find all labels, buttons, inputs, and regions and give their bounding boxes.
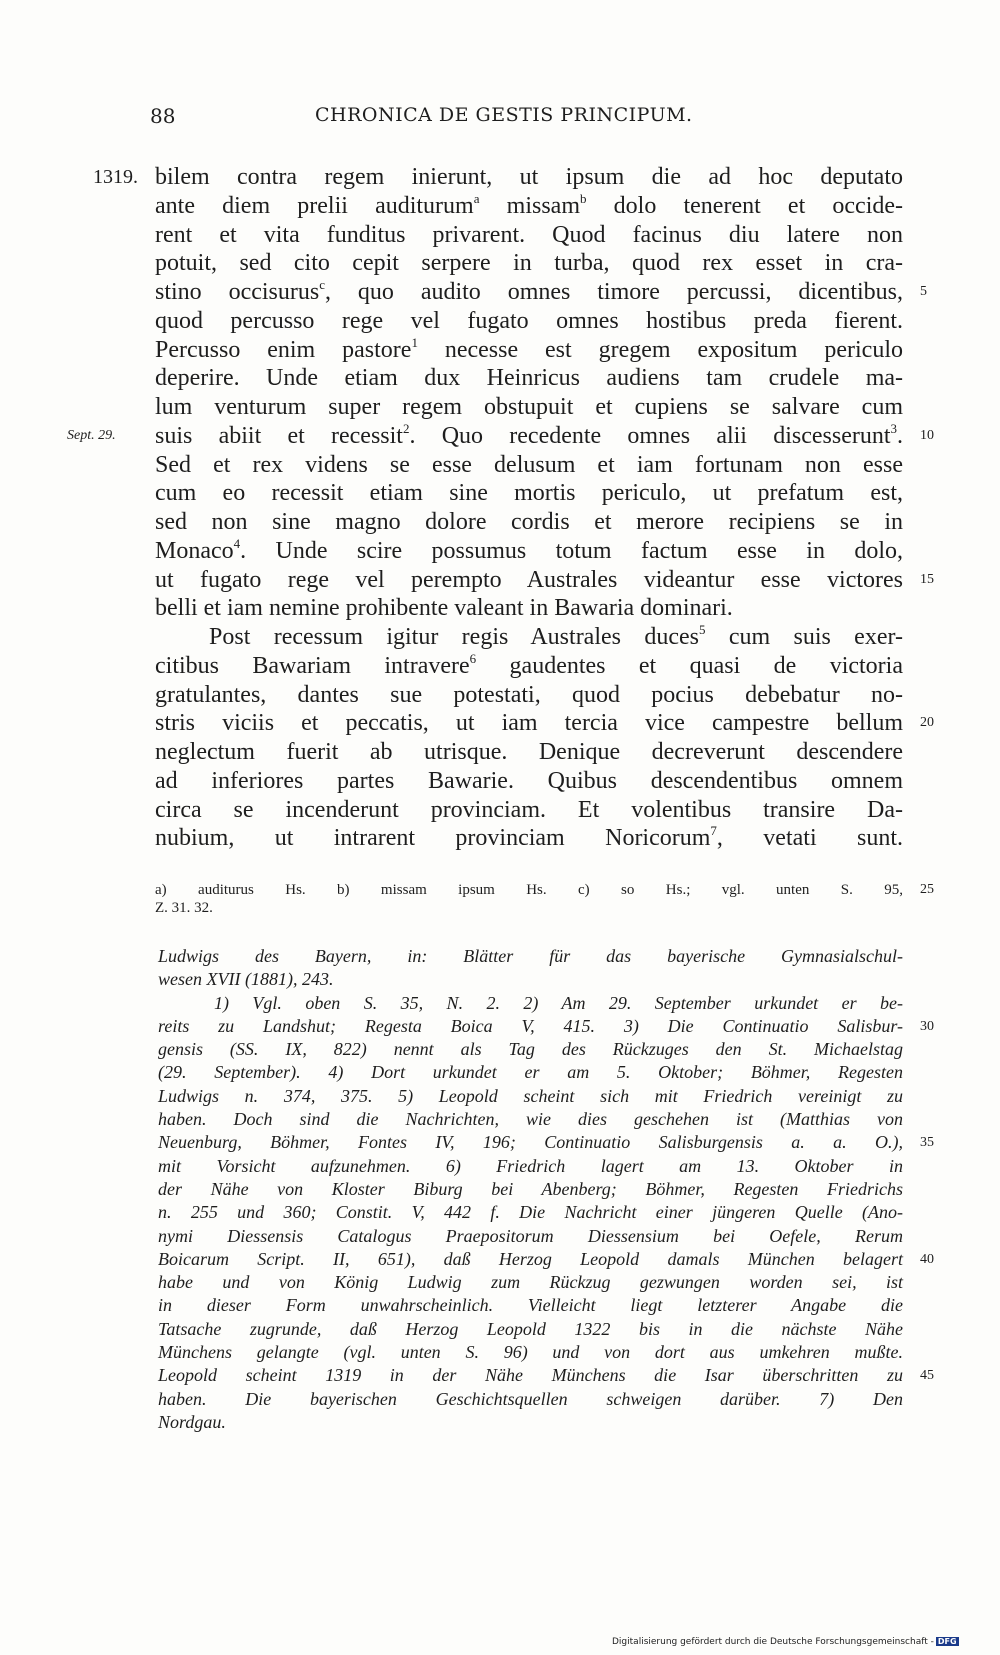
critical-apparatus: [155, 881, 934, 917]
page-header: [150, 104, 900, 138]
text-line: 1319. bilem contra regem inierunt, ut ipsum die ad hoc deputato: [93, 164, 903, 190]
footnote-line: n. 255 und 360; Constit. V, 442 f. Die Nachricht einer jüngeren Quelle (Ano-: [158, 1202, 903, 1223]
text-line: rent et vita funditus privarent. Quod facinus diu latere non: [155, 221, 903, 248]
footnotes: [158, 945, 934, 1434]
footnote-line: in dieser Form unwahrscheinlich. Vielleicht liegt letzterer Angabe die: [158, 1295, 903, 1316]
footnote-line: gensis (SS. IX, 822) nennt als Tag des Rückzuges den St. Michaelstag: [158, 1039, 903, 1060]
footnote-line: Ludwigs n. 374, 375. 5) Leopold scheint sich mit Friedrich vereinigt zu: [158, 1085, 903, 1106]
line-number: 10: [920, 427, 934, 443]
text-line: citibus Bawariam intravere$^6$ gaudentes et quasi de victoria: [155, 650, 903, 679]
digitization-credit: [612, 1637, 959, 1647]
text-line: neglectum fuerit ab utrisque. Denique decreverunt descendere: [155, 739, 903, 765]
line-number: 25: [920, 882, 934, 897]
apparatus-line: a) auditurus Hs. b) missam ipsum Hs. c) so Hs.; vgl. unten S. 95, 25: [155, 882, 934, 898]
line-number: 20: [920, 715, 934, 731]
footnote-line: wesen XVII (1881), 243.: [158, 969, 334, 990]
text-line: stris viciis et peccatis, ut iam tercia vice campestre bellum 20: [155, 710, 934, 737]
text-line: lum venturum super regem obstupuit et cupiens se salvare cum: [155, 394, 903, 420]
text-line: stino occisurus$^c$, quo audito omnes timore percussi, dicentibus, 5: [155, 277, 927, 305]
text-line: potuit, sed cito cepit serpere in turba, quod rex esset in cra-: [155, 250, 903, 277]
dfg-logo: DFG: [937, 1637, 957, 1646]
apparatus-line: Z. 31. 32.: [155, 900, 213, 916]
footnote-line: Neuenburg, Böhmer, Fontes IV, 196; Continuatio Salisburgensis a. a. O.), 35: [158, 1131, 903, 1154]
footnote-line: Nordgau.: [158, 1411, 226, 1432]
text-line: Sept. 29. suis abiit et recessit$^2$. Quo recedente omnes alii discesserunt$^3$. 10: [67, 420, 934, 449]
credit-text: Digitalisierung gefördert durch die Deutsche Forschungsgemeinschaft -: [612, 1637, 934, 1647]
footnote-line: 1) Vgl. oben S. 35, N. 2. 2) Am 29. September urkundet er be-: [214, 992, 903, 1013]
footnote-line: haben. Doch sind die Nachrichten, wie dies geschehen ist (Matthias von: [158, 1109, 903, 1130]
footnote-line: der Nähe von Kloster Biburg bei Abenberg; Böhmer, Regesten Friedrichs: [158, 1178, 903, 1199]
footnote-line: reits zu Landshut; Regesta Boica V, 415. 3) Die Continuatio Salisbur- 30: [158, 1015, 903, 1038]
line-number: 5: [920, 284, 927, 299]
text-line: Monaco$^4$. Unde scire possumus totum factum esse in dolo,: [155, 535, 903, 564]
text-line: circa se incenderunt provinciam. Et volentibus transire Da-: [155, 796, 903, 823]
running-title: CHRONICA DE GESTIS PRINCIPUM.: [315, 104, 693, 126]
footnote-line: habe und von König Ludwig zum Rückzug gezwungen worden sei, ist: [158, 1272, 903, 1293]
footnote-line: (29. September). 4) Dort urkundet er am 5. Oktober; Böhmer, Regesten: [158, 1062, 903, 1083]
footnote-line: Ludwigs des Bayern, in: Blätter für das bayerische Gymnasialschul-: [158, 946, 903, 966]
footnote-line: mit Vorsicht aufzunehmen. 6) Friedrich lagert am 13. Oktober in: [158, 1155, 903, 1176]
line-number: 45: [920, 1368, 934, 1384]
line-number: 40: [920, 1251, 934, 1267]
text-line: sed non sine magno dolore cordis et merore recipiens se in: [155, 509, 903, 535]
text-line: belli et iam nemine prohibente valeant in Bawaria dominari.: [155, 595, 733, 622]
footnote-line: Tatsache zugrunde, daß Herzog Leopold 1322 bis in die nächste Nähe: [158, 1318, 903, 1339]
main-text: [67, 163, 934, 853]
margin-year: 1319.: [93, 166, 138, 188]
footnote-line: nymi Diessensis Catalogus Praepositorum Diessensium bei Oefele, Rerum: [158, 1225, 903, 1246]
text-line: ad inferiores partes Bawarie. Quibus descendentibus omnem: [155, 767, 903, 794]
footnote-line: Boicarum Script. II, 651), daß Herzog Leopold damals München belagert 40: [158, 1248, 903, 1271]
text-line: nubium, ut intrarent provinciam Noricorum$^7$, vetati sunt.: [155, 823, 903, 852]
text-line: ut fugato rege vel perempto Australes videantur esse victores 15: [155, 566, 934, 593]
line-number: 35: [920, 1135, 934, 1151]
text-line: cum eo recessit etiam sine mortis periculo, ut prefatum est,: [155, 480, 903, 507]
text-line: Sed et rex videns se esse delusum et iam fortunam non esse: [155, 451, 903, 478]
line-number: 30: [920, 1018, 934, 1034]
text-line: quod percusso rege vel fugato omnes hostibus preda fierent.: [155, 307, 903, 334]
line-number: 15: [920, 571, 934, 587]
footnote-line: Münchens gelangte (vgl. unten S. 96) und von dort aus umkehren mußte.: [158, 1342, 903, 1363]
margin-date: Sept. 29.: [67, 427, 116, 443]
text-line: deperire. Unde etiam dux Heinricus audiens tam crudele ma-: [155, 365, 903, 392]
text-line: ante diem prelii auditurum$^a$ missam$^b$ dolo tenerent et occide-: [155, 190, 903, 219]
page-number: 88: [150, 104, 176, 128]
footnote-line: haben. Die bayerischen Geschichtsquellen schweigen darüber. 7) Den: [158, 1388, 903, 1409]
text-line: gratulantes, dantes sue potestati, quod pocius debebatur no-: [155, 681, 903, 708]
text-line: Post recessum igitur regis Australes duces$^5$ cum suis exer-: [209, 622, 903, 650]
text-line: Percusso enim pastore$^1$ necesse est gregem expositum periculo: [155, 334, 904, 363]
footnote-line: Leopold scheint 1319 in der Nähe Münchens die Isar überschritten zu 45: [158, 1364, 903, 1387]
